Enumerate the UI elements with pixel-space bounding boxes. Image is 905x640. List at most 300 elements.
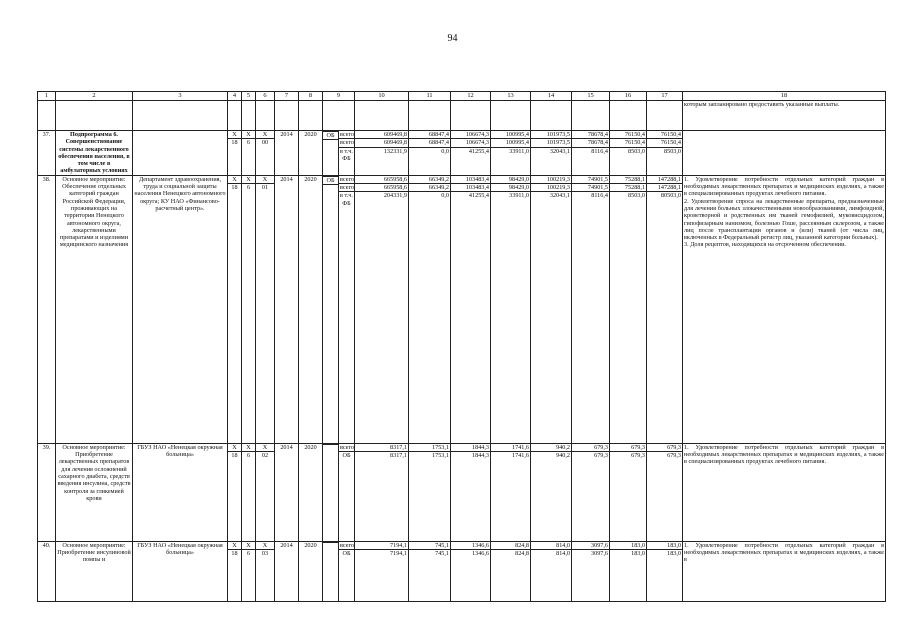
stack-value: Х <box>228 444 241 452</box>
cell-stack <box>531 444 571 460</box>
executor <box>133 131 228 176</box>
stack-value: 679,3 <box>631 452 646 460</box>
stack-value: 183,0 <box>610 542 646 550</box>
stack-value: 74901,5 <box>572 176 609 184</box>
stack-value: 76150,4 <box>610 131 646 139</box>
stack-row <box>256 452 274 460</box>
stack-row <box>572 147 609 155</box>
cell <box>323 101 355 131</box>
stack-value: 98429,0 <box>491 184 530 192</box>
stack-row <box>451 550 490 558</box>
col-header: 14 <box>531 92 572 101</box>
cell-stack <box>491 444 530 460</box>
year-start: 2014 <box>275 175 299 443</box>
stack-row <box>228 176 241 184</box>
stack-row <box>256 139 274 147</box>
cell-stack <box>572 131 609 155</box>
stack-value <box>323 444 338 445</box>
stack-value: 6 <box>246 550 251 558</box>
cell-stack <box>409 542 450 558</box>
amount-c11 <box>409 443 451 541</box>
row-number: 37. <box>38 131 56 176</box>
cell-stack <box>572 542 609 558</box>
stack-row <box>647 444 682 452</box>
cell-stack <box>647 542 682 558</box>
cell-stack <box>228 444 241 460</box>
stack-value: 183,0 <box>667 550 682 558</box>
amount-c10 <box>355 131 409 176</box>
stack-row <box>228 542 241 550</box>
cell-stack <box>339 444 354 460</box>
cell <box>133 101 228 131</box>
executor: Департамент здравоохранения, труда и социальной защиты населения Ненецкого автономного округа; КУ НАО «Финансово-расчетный центр». <box>133 175 228 443</box>
stack-value: Х <box>256 176 274 184</box>
cell <box>275 101 299 131</box>
stack-value: 100995,4 <box>491 139 530 147</box>
amount-c11 <box>409 175 451 443</box>
cell-stack <box>647 444 682 460</box>
stack-value: 18 <box>231 550 238 558</box>
amount-c11 <box>409 131 451 176</box>
stack-row <box>610 444 646 452</box>
stack-value: Х <box>228 131 241 139</box>
stack-value: 76150,4 <box>647 131 682 139</box>
code-om <box>256 541 275 601</box>
stack-row <box>451 542 490 550</box>
cell-stack <box>572 444 609 460</box>
stack-value <box>323 542 338 543</box>
funding-type <box>339 541 355 601</box>
code-om <box>256 175 275 443</box>
stack-value: 183,0 <box>631 550 646 558</box>
funding-source <box>323 541 339 601</box>
stack-row <box>451 444 490 452</box>
stack-value: 68847,4 <box>409 139 450 147</box>
amount-c12 <box>451 175 491 443</box>
code-gp <box>228 541 242 601</box>
stack-value: 76150,4 <box>647 139 682 147</box>
stack-value: 6 <box>246 139 251 147</box>
amount-c14 <box>531 541 572 601</box>
stack-row <box>228 452 241 460</box>
cell-stack <box>256 542 274 558</box>
col-header: 12 <box>451 92 491 101</box>
code-gp <box>228 175 242 443</box>
stack-value: 68847,4 <box>409 131 450 139</box>
cell-stack <box>228 131 241 147</box>
stack-row <box>355 139 408 147</box>
stack-row <box>355 147 408 155</box>
amount-c16 <box>610 131 647 176</box>
stack-value: в т.ч. ФБ <box>340 192 353 207</box>
col-header: 9 <box>323 92 355 101</box>
stack-row <box>451 176 490 184</box>
cell <box>491 101 531 131</box>
stack-row <box>228 444 241 452</box>
stack-value: 679,3 <box>647 444 682 452</box>
amount-c13 <box>491 131 531 176</box>
cell-stack <box>451 131 490 155</box>
col-header: 4 <box>228 92 242 101</box>
stack-value: в т.ч. ФБ <box>340 147 353 162</box>
stack-row <box>323 185 338 186</box>
stack-value: 1741,6 <box>512 452 530 460</box>
amount-c13 <box>491 541 531 601</box>
stack-row <box>491 139 530 147</box>
stack-value: 8503,0 <box>664 147 682 155</box>
stack-value: Х <box>242 542 255 550</box>
amount-c15 <box>572 175 610 443</box>
stack-row <box>647 184 682 192</box>
cell-stack <box>323 444 338 445</box>
cell-stack <box>409 444 450 460</box>
stack-value: 609469,8 <box>355 131 408 139</box>
stack-value: 8503,0 <box>628 192 646 200</box>
stack-row <box>572 176 609 184</box>
stack-row <box>323 542 338 543</box>
stack-row <box>409 452 450 460</box>
stack-row <box>491 176 530 184</box>
code-gp <box>228 131 242 176</box>
stack-value: 18 <box>231 184 238 192</box>
stack-value: 32043,1 <box>549 192 571 200</box>
stack-row <box>256 184 274 192</box>
year-end: 2020 <box>299 175 323 443</box>
amount-c17 <box>647 131 683 176</box>
stack-row <box>610 139 646 147</box>
code-om <box>256 443 275 541</box>
stack-value: 679,3 <box>594 452 609 460</box>
stack-row <box>355 550 408 558</box>
stack-value: 18 <box>231 452 238 460</box>
cell-stack <box>242 542 255 558</box>
stack-row <box>242 542 255 550</box>
cell-stack <box>491 131 530 155</box>
cell-stack <box>323 176 338 185</box>
executor: ГБУЗ НАО «Ненецкая окружная больница» <box>133 541 228 601</box>
program-table <box>37 91 886 602</box>
stack-row <box>647 192 682 200</box>
stack-value: Х <box>256 542 274 550</box>
activity-name: Основное мероприятие: Обеспечение отдельных категорий граждан Российской Федерации, проживающих на территории Ненецкого автономного округа, лекарственными препаратами и изделиями медицинского назначения <box>56 175 133 443</box>
stack-value: 33911,0 <box>509 147 530 155</box>
stack-value: 665958,6 <box>355 176 408 184</box>
stack-value: 8503,0 <box>628 147 646 155</box>
col-header: 2 <box>56 92 133 101</box>
cell-stack <box>242 176 255 192</box>
stack-row <box>355 192 408 200</box>
stack-row <box>531 444 571 452</box>
col-header: 6 <box>256 92 275 101</box>
stack-row <box>572 184 609 192</box>
cell-stack <box>355 131 408 155</box>
stack-row <box>323 132 338 140</box>
col-header: 1 <box>38 92 56 101</box>
expected-result-cell: которым запланировано предоставить указанные выплаты. <box>683 101 886 131</box>
cell-stack <box>409 176 450 200</box>
year-end: 2020 <box>299 443 323 541</box>
stack-value: ОБ <box>323 132 338 140</box>
stack-row <box>647 131 682 139</box>
cell <box>572 101 610 131</box>
amount-c15 <box>572 131 610 176</box>
page-number: 94 <box>447 33 458 44</box>
funding-source <box>323 443 339 541</box>
cell <box>451 101 491 131</box>
stack-value: 101973,5 <box>531 131 571 139</box>
stack-row <box>256 444 274 452</box>
stack-value: 940,2 <box>531 444 571 452</box>
stack-row <box>323 140 338 141</box>
stack-value: 1741,6 <box>491 444 530 452</box>
cell <box>647 101 683 131</box>
stack-value: Х <box>228 176 241 184</box>
stack-row <box>647 542 682 550</box>
stack-row <box>355 131 408 139</box>
amount-c16 <box>610 175 647 443</box>
amount-c17 <box>647 541 683 601</box>
stack-value: 8317,1 <box>355 444 408 452</box>
cell-stack <box>610 444 646 460</box>
stack-row <box>647 452 682 460</box>
col-header: 17 <box>647 92 683 101</box>
stack-value: Х <box>228 542 241 550</box>
amount-c13 <box>491 443 531 541</box>
stack-row <box>647 147 682 155</box>
stack-row <box>647 139 682 147</box>
table-row <box>38 175 886 443</box>
stack-value: всего <box>340 541 354 549</box>
stack-row <box>531 192 571 200</box>
stack-value: 100995,4 <box>491 131 530 139</box>
stack-value: 7194,1 <box>390 550 408 558</box>
stack-row <box>610 192 646 200</box>
stack-value: 1753,1 <box>409 444 450 452</box>
cell-stack <box>610 542 646 558</box>
stack-row <box>491 550 530 558</box>
cell-stack <box>491 542 530 558</box>
amount-c12 <box>451 443 491 541</box>
stack-row <box>409 542 450 550</box>
cell <box>299 101 323 131</box>
stack-row <box>339 550 354 558</box>
stack-value: 75288,1 <box>610 184 646 192</box>
column-number-header-row <box>38 92 886 101</box>
col-header: 13 <box>491 92 531 101</box>
year-start: 2014 <box>275 541 299 601</box>
stack-row <box>355 452 408 460</box>
stack-row <box>242 184 255 192</box>
row-number: 38. <box>38 175 56 443</box>
amount-c15 <box>572 443 610 541</box>
col-header: 11 <box>409 92 451 101</box>
stack-row <box>242 139 255 147</box>
col-header: 18 <box>683 92 886 101</box>
cell-stack <box>647 176 682 200</box>
stack-row <box>572 444 609 452</box>
stack-value: 6 <box>246 452 251 460</box>
stack-row <box>610 176 646 184</box>
stack-value: 100219,3 <box>531 184 571 192</box>
stack-value: 33911,0 <box>509 192 530 200</box>
stack-row <box>256 550 274 558</box>
stack-value: 7194,1 <box>355 542 408 550</box>
stack-value: 679,3 <box>610 444 646 452</box>
year-end: 2020 <box>299 131 323 176</box>
code-pp <box>242 443 256 541</box>
cell-stack <box>242 444 255 460</box>
stack-row <box>531 131 571 139</box>
activity-name: Основное мероприятие: Приобретение лекарственных препаратов для лечения осложнений сахарного диабета, средств введения инсулина, средств контроля за гликемией крови <box>56 443 133 541</box>
col-header: 7 <box>275 92 299 101</box>
cell <box>610 101 647 131</box>
cell <box>355 101 409 131</box>
amount-c12 <box>451 131 491 176</box>
stack-row <box>610 147 646 155</box>
code-om <box>256 131 275 176</box>
stack-row <box>409 139 450 147</box>
stack-row <box>451 131 490 139</box>
stack-row <box>572 550 609 558</box>
cell-stack <box>610 176 646 200</box>
stack-value: ОБ <box>342 550 351 558</box>
funding-source <box>323 175 339 443</box>
cell <box>531 101 572 131</box>
col-header: 8 <box>299 92 323 101</box>
amount-c10 <box>355 541 409 601</box>
row-number: 40. <box>38 541 56 601</box>
stack-value: 106674,3 <box>451 131 490 139</box>
stack-value: 6 <box>246 184 251 192</box>
cell-stack <box>256 444 274 460</box>
stack-row <box>339 444 354 452</box>
stack-row <box>451 192 490 200</box>
code-pp <box>242 541 256 601</box>
cell <box>228 101 242 131</box>
stack-value: 745,1 <box>435 550 450 558</box>
stack-value: 824,8 <box>515 550 530 558</box>
stack-row <box>451 147 490 155</box>
cell-stack <box>228 542 241 558</box>
stack-row <box>228 139 241 147</box>
cell <box>56 101 133 131</box>
stack-value: 814,0 <box>531 542 571 550</box>
stack-row <box>572 139 609 147</box>
cell-stack <box>355 444 408 460</box>
stack-row <box>647 176 682 184</box>
stack-row <box>531 452 571 460</box>
stack-row <box>323 176 338 184</box>
amount-c17 <box>647 443 683 541</box>
cell-stack <box>339 131 354 162</box>
stack-row <box>491 542 530 550</box>
stack-row <box>339 139 354 147</box>
stack-value: всего <box>340 175 354 183</box>
stack-row <box>610 550 646 558</box>
stack-row <box>355 542 408 550</box>
stack-row <box>531 184 571 192</box>
stack-row <box>409 176 450 184</box>
stack-value: 679,3 <box>667 452 682 460</box>
amount-c17 <box>647 175 683 443</box>
cell-stack <box>531 131 571 155</box>
stack-value: 98429,0 <box>491 176 530 184</box>
stack-row <box>572 542 609 550</box>
stack-row <box>451 184 490 192</box>
stack-row <box>491 147 530 155</box>
year-start: 2014 <box>275 443 299 541</box>
stack-row <box>242 452 255 460</box>
cell-stack <box>451 444 490 460</box>
stack-value: 100219,3 <box>531 176 571 184</box>
cell <box>256 101 275 131</box>
stack-row <box>409 131 450 139</box>
stack-row <box>610 184 646 192</box>
cell-stack <box>491 176 530 200</box>
amount-c12 <box>451 541 491 601</box>
row-number: 39. <box>38 443 56 541</box>
cell-stack <box>451 542 490 558</box>
funding-source <box>323 131 339 176</box>
stack-value: 3097,6 <box>591 550 609 558</box>
stack-value: 103483,4 <box>451 184 490 192</box>
stack-value: 824,8 <box>491 542 530 550</box>
col-header: 3 <box>133 92 228 101</box>
stack-value: 00 <box>261 139 269 147</box>
cell <box>409 101 451 131</box>
stack-value: 204331,9 <box>383 192 408 200</box>
stack-row <box>339 542 354 550</box>
stack-row <box>491 192 530 200</box>
amount-c14 <box>531 131 572 176</box>
stack-value: 8317,1 <box>390 452 408 460</box>
table-row <box>38 443 886 541</box>
stack-row <box>339 131 354 139</box>
amount-c10 <box>355 175 409 443</box>
amount-c16 <box>610 443 647 541</box>
amount-c14 <box>531 443 572 541</box>
stack-value: 32043,1 <box>549 147 571 155</box>
col-header: 15 <box>572 92 610 101</box>
stack-row <box>355 444 408 452</box>
stack-row <box>228 184 241 192</box>
cell-stack <box>242 131 255 147</box>
stack-value: 80503,0 <box>660 192 682 200</box>
stack-row <box>491 444 530 452</box>
stack-value: 147288,1 <box>647 176 682 184</box>
expected-result-cell: 1. Удовлетворение потребности отдельных категорий граждан в необходимых лекарственных препаратах и медицинских изделиях, а также в специализированных продуктах лечебного питания. 2. Удовлетворение спроса на лекарственные препараты, предназначенные для лечения больных злокачественными новообразованиями, лимфоидной, кроветворной и родственных им тканей гемофилией, муковисцидозом, гипофизарным нанизмом, болезнью Гоше, рассеянным склерозом, а также лиц после трансплантации органов и (или) тканей (от числа лиц, включенных в Федеральный регистр лиц, указанной категории больных). 3. Доля рецептов, находящихся на отсроченном обеспечении. <box>683 175 886 443</box>
stack-value: 18 <box>231 139 238 147</box>
year-end: 2020 <box>299 541 323 601</box>
stack-value: 1753,1 <box>432 452 450 460</box>
stack-row <box>355 176 408 184</box>
cell-stack <box>256 176 274 192</box>
stack-value: 78678,4 <box>572 131 609 139</box>
stack-value: ОБ <box>323 176 338 184</box>
stack-value: 41255,4 <box>468 192 490 200</box>
activity-name: Подпрограмма 6. Совершенствование системы лекарственного обеспечения населения, в том числе в амбулаторных условиях <box>56 131 133 176</box>
stack-row <box>242 444 255 452</box>
stack-row <box>531 176 571 184</box>
cell-stack <box>409 131 450 155</box>
expected-result-cell: 1. Удовлетворение потребности отдельных категорий граждан в необходимых лекарственных препаратах и медицинских изделиях, а также в <box>683 541 886 601</box>
stack-row <box>451 139 490 147</box>
stack-row <box>339 176 354 184</box>
amount-c10 <box>355 443 409 541</box>
stack-value: 8116,4 <box>591 192 609 200</box>
stack-row <box>531 147 571 155</box>
funding-type <box>339 175 355 443</box>
